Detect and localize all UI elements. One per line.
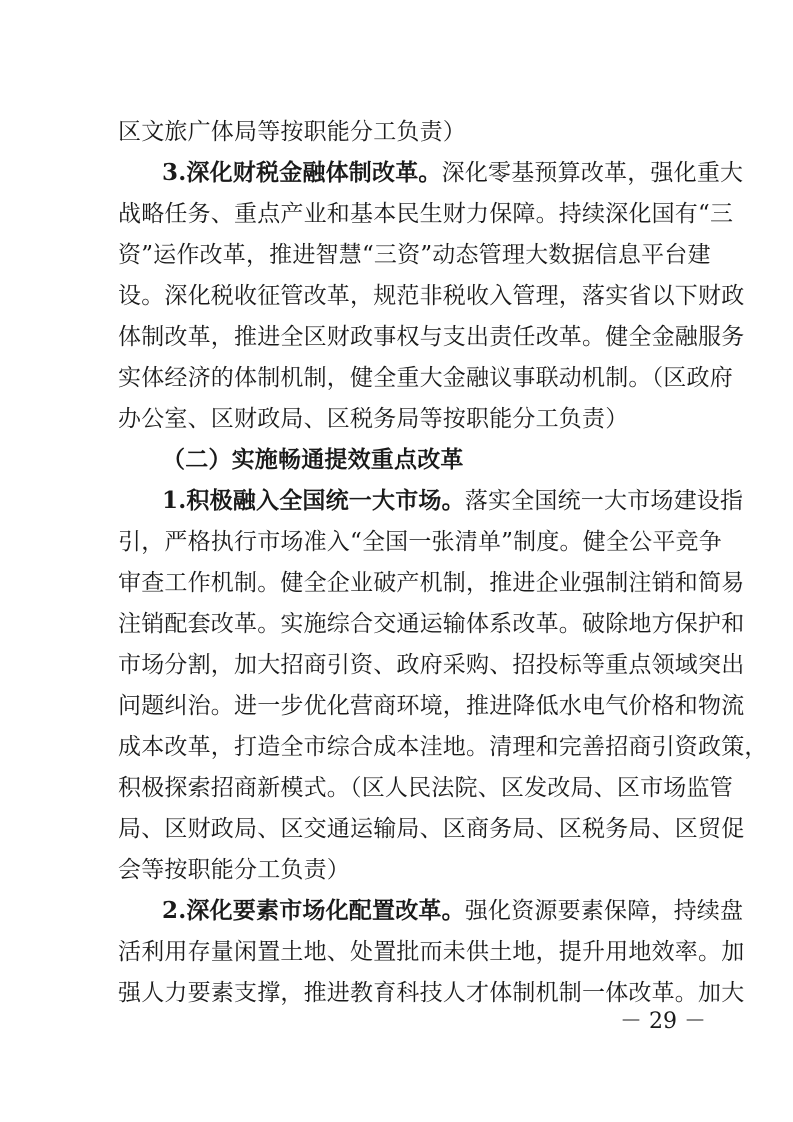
text-line: 审查工作机制。健全企业破产机制，推进企业强制注销和简易 <box>118 570 745 596</box>
text-line: 区文旅广体局等按职能分工负责） <box>118 119 466 145</box>
text-line: 活利用存量闲置土地、处置批而未供土地，提升用地效率。加 <box>118 939 745 965</box>
page-number: － 29 － <box>620 1009 706 1034</box>
chapter-heading: （二）实施畅通提效重点改革 <box>162 446 464 473</box>
text-line: 积极探索招商新模式。（区人民法院、区发改局、区市场监管 <box>118 775 733 801</box>
text-line: 注销配套改革。实施综合交通运输体系改革。破除地方保护和 <box>118 611 745 637</box>
text-line: 体制改革，推进全区财政事权与支出责任改革。健全金融服务 <box>118 324 745 350</box>
text-line: 资”运作改革，推进智慧“三资”动态管理大数据信息平台建 <box>118 242 711 268</box>
section-heading: 3.深化财税金融体制改革。 <box>162 159 442 186</box>
text-line: 会等按职能分工负责） <box>118 857 350 883</box>
text-line: 局、区财政局、区交通运输局、区商务局、区税务局、区贸促 <box>118 816 745 842</box>
text-line: 设。深化税收征管改革，规范非税收入管理，落实省以下财政 <box>118 283 745 309</box>
text-line: 战略任务、重点产业和基本民生财力保障。持续深化国有“三 <box>118 201 734 227</box>
text-line: 实体经济的体制机制，健全重大金融议事联动机制。（区政府 <box>118 365 733 391</box>
text-line: 办公室、区财政局、区税务局等按职能分工负责） <box>118 406 629 432</box>
text-line: 引，严格执行市场准入“全国一张清单”制度。健全公平竞争 <box>118 529 722 555</box>
section-heading-line: 1.积极融入全国统一大市场。落实全国统一大市场建设指 <box>162 487 744 514</box>
section-heading: 1.积极融入全国统一大市场。 <box>162 487 465 514</box>
text-line: 市场分割，加大招商引资、政府采购、招投标等重点领域突出 <box>118 652 745 678</box>
text-line: 强人力要素支撑，推进教育科技人才体制机制一体改革。加大 <box>118 980 745 1006</box>
section-heading-line: 2.深化要素市场化配置改革。强化资源要素保障，持续盘 <box>162 897 744 924</box>
text-line: 问题纠治。进一步优化营商环境，推进降低水电气价格和物流 <box>118 693 745 719</box>
section-heading: 2.深化要素市场化配置改革。 <box>162 897 465 924</box>
text-line: 成本改革，打造全市综合成本洼地。清理和完善招商引资政策， <box>118 734 768 760</box>
chapter-heading-line <box>162 445 684 475</box>
section-heading-line: 3.深化财税金融体制改革。深化零基预算改革，强化重大 <box>162 159 744 186</box>
